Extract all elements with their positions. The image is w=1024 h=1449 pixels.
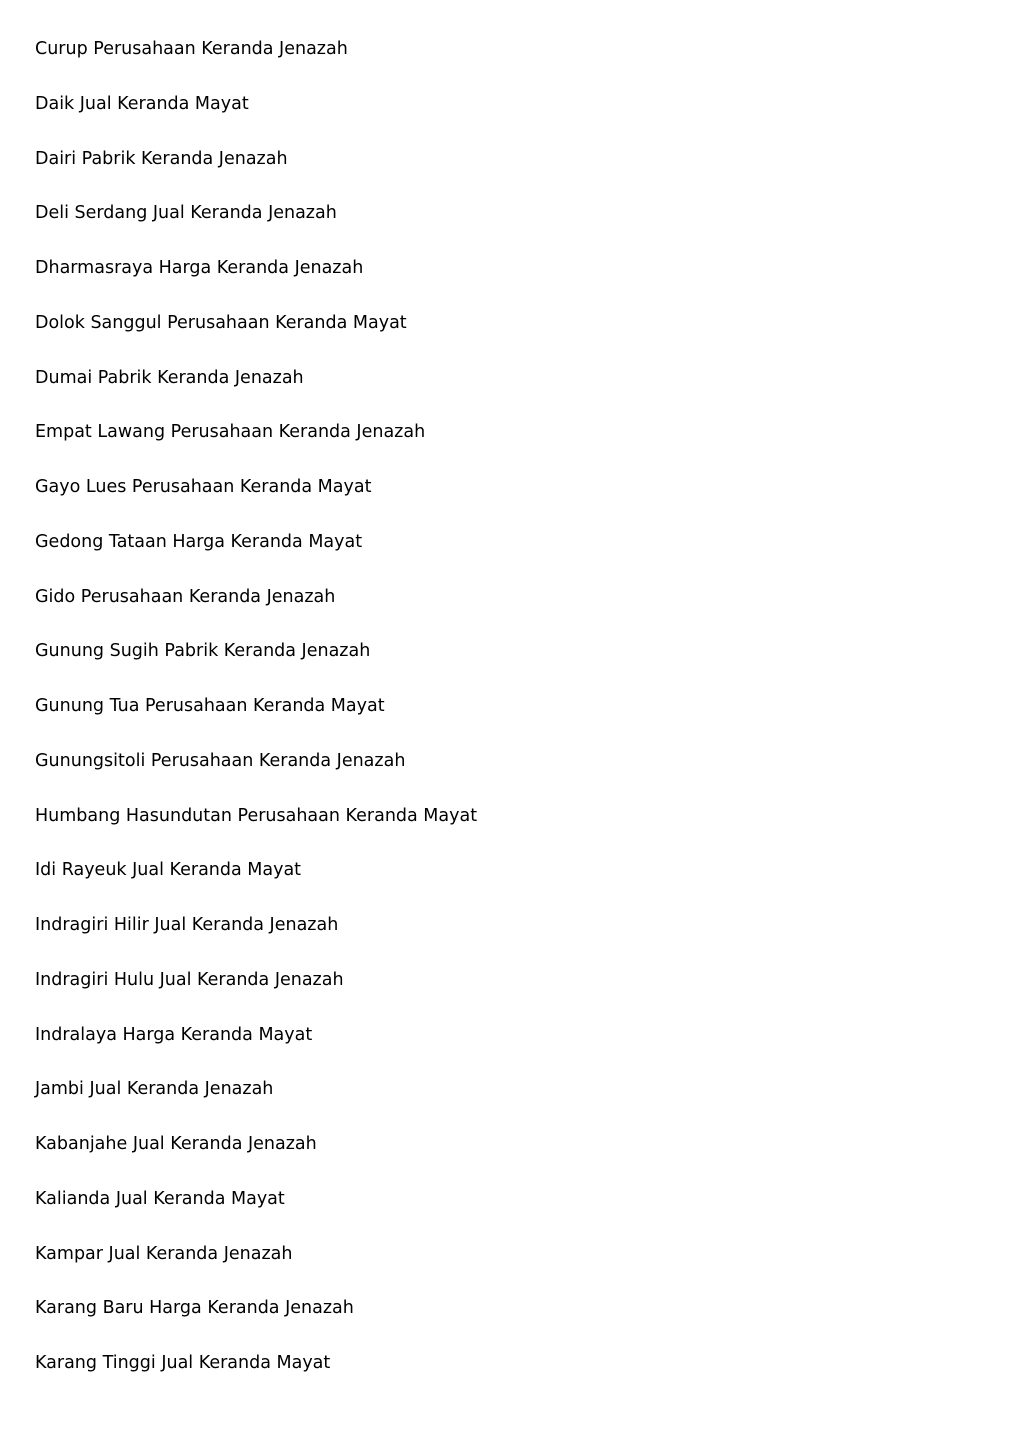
list-item: Gunung Sugih Pabrik Keranda Jenazah — [35, 641, 371, 662]
list-item: Gido Perusahaan Keranda Jenazah — [35, 586, 336, 607]
list-item: Indragiri Hulu Jual Keranda Jenazah — [35, 969, 344, 990]
list-item: Karang Baru Harga Keranda Jenazah — [35, 1298, 354, 1319]
list-item: Indralaya Harga Keranda Mayat — [35, 1024, 313, 1045]
list-item: Gedong Tataan Harga Keranda Mayat — [35, 531, 363, 552]
list-item: Gunung Tua Perusahaan Keranda Mayat — [35, 696, 385, 716]
list-item: Dumai Pabrik Keranda Jenazah — [35, 367, 304, 388]
list-item: Deli Serdang Jual Keranda Jenazah — [35, 203, 337, 224]
list-item: Gayo Lues Perusahaan Keranda Mayat — [35, 477, 372, 497]
list-item: Humbang Hasundutan Perusahaan Keranda Mayat — [35, 805, 478, 826]
list-item: Kampar Jual Keranda Jenazah — [35, 1243, 293, 1264]
list-item: Idi Rayeuk Jual Keranda Mayat — [35, 860, 302, 881]
list-item: Kabanjahe Jual Keranda Jenazah — [35, 1134, 317, 1154]
list-item: Dairi Pabrik Keranda Jenazah — [35, 148, 288, 169]
list-item: Empat Lawang Perusahaan Keranda Jenazah — [35, 422, 426, 443]
list-item: Indragiri Hilir Jual Keranda Jenazah — [35, 915, 339, 935]
list-item: Kalianda Jual Keranda Mayat — [35, 1188, 285, 1209]
list-item: Curup Perusahaan Keranda Jenazah — [35, 39, 348, 59]
list-item: Jambi Jual Keranda Jenazah — [35, 1079, 274, 1100]
list-item: Dolok Sanggul Perusahaan Keranda Mayat — [35, 312, 407, 333]
list-item: Karang Tinggi Jual Keranda Mayat — [35, 1353, 331, 1373]
list-item: Daik Jual Keranda Mayat — [35, 93, 249, 114]
location-list — [35, 35, 477, 1404]
list-item: Dharmasraya Harga Keranda Jenazah — [35, 258, 364, 278]
list-item: Gunungsitoli Perusahaan Keranda Jenazah — [35, 750, 406, 771]
